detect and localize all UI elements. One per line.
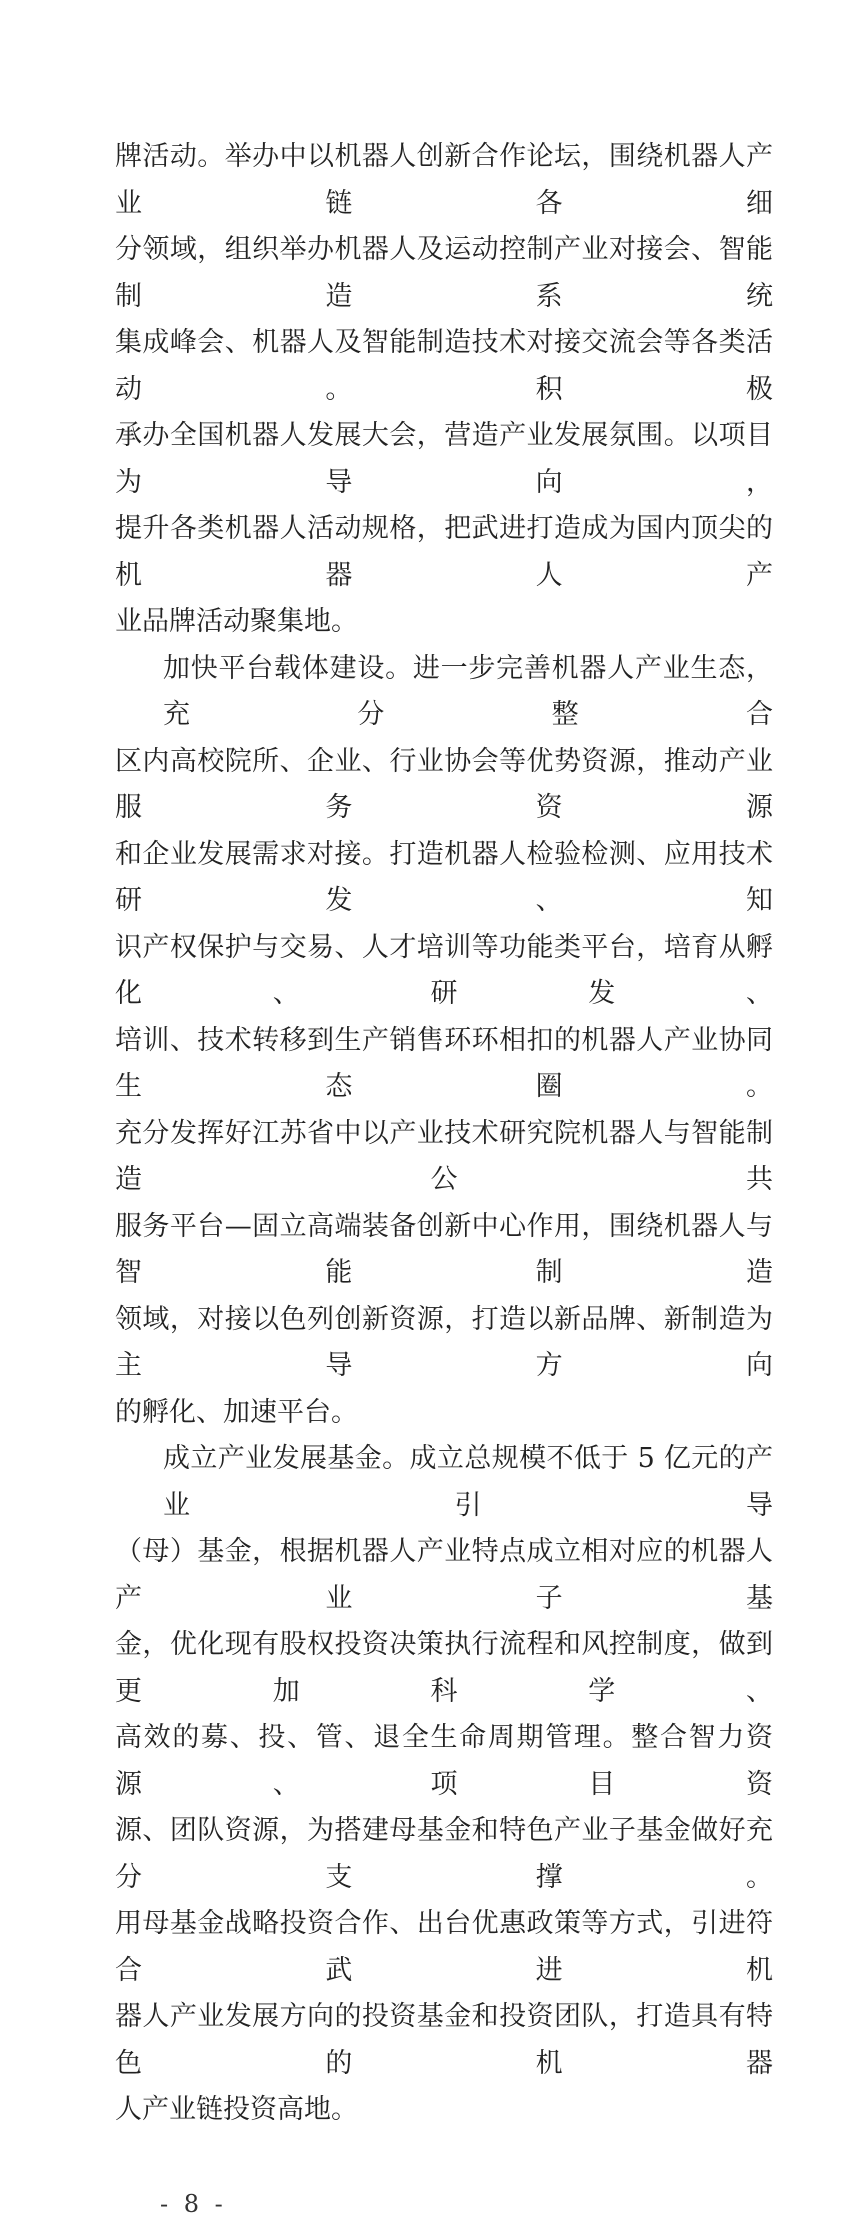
text-line: 集成峰会、机器人及智能制造技术对接交流会等各类活动。积极 — [115, 327, 773, 405]
document-body — [115, 0, 773, 2134]
text-line: 充分发挥好江苏省中以产业技术研究院机器人与智能制造公共 — [115, 1117, 773, 1195]
text-line: （母）基金，根据机器人产业特点成立相对应的机器人产业子基 — [115, 1536, 773, 1614]
text-line: 培训、技术转移到生产销售环环相扣的机器人产业协同生态圈。 — [115, 1024, 773, 1102]
text-line: 的孵化、加速平台。 — [115, 1396, 358, 1428]
text-line: 分领域，组织举办机器人及运动控制产业对接会、智能制造系统 — [115, 234, 773, 312]
text-line: 成立产业发展基金。成立总规模不低于 5 亿元的产业引导 — [163, 1443, 773, 1521]
paragraph — [115, 134, 773, 646]
text-line: 业品牌活动聚集地。 — [115, 606, 358, 637]
text-line: 人产业链投资高地。 — [115, 2094, 358, 2125]
text-line: 区内高校院所、企业、行业协会等优势资源，推动产业服务资源 — [115, 745, 773, 823]
text-line: 牌活动。举办中以机器人创新合作论坛，围绕机器人产业链各细 — [115, 141, 773, 219]
page-number: - 8 - — [160, 2189, 227, 2218]
text-line: 高效的募、投、管、退全生命周期管理。整合智力资源、项目资 — [115, 1722, 773, 1800]
text-line: 加快平台载体建设。进一步完善机器人产业生态，充分整合 — [163, 652, 773, 730]
text-line: 识产权保护与交易、人才培训等功能类平台，培育从孵化、研发、 — [115, 931, 773, 1009]
text-line: 用母基金战略投资合作、出台优惠政策等方式，引进符合武进机 — [115, 1908, 773, 1986]
paragraph — [115, 1436, 773, 2134]
text-line: 服务平台—固立高端装备创新中心作用，围绕机器人与智能制造 — [115, 1210, 773, 1288]
text-line: 提升各类机器人活动规格，把武进打造成为国内顶尖的机器人产 — [115, 513, 773, 591]
text-line: 承办全国机器人发展大会，营造产业发展氛围。以项目为导向， — [115, 420, 773, 498]
text-line: 领域，对接以色列创新资源，打造以新品牌、新制造为主导方向 — [115, 1303, 773, 1381]
text-line: 和企业发展需求对接。打造机器人检验检测、应用技术研发、知 — [115, 838, 773, 916]
text-line: 金，优化现有股权投资决策执行流程和风控制度，做到更加科学、 — [115, 1629, 773, 1707]
text-line: 源、团队资源，为搭建母基金和特色产业子基金做好充分支撑。 — [115, 1815, 773, 1893]
text-line: 器人产业发展方向的投资基金和投资团队，打造具有特色的机器 — [115, 2001, 773, 2079]
paragraph — [115, 646, 773, 1437]
